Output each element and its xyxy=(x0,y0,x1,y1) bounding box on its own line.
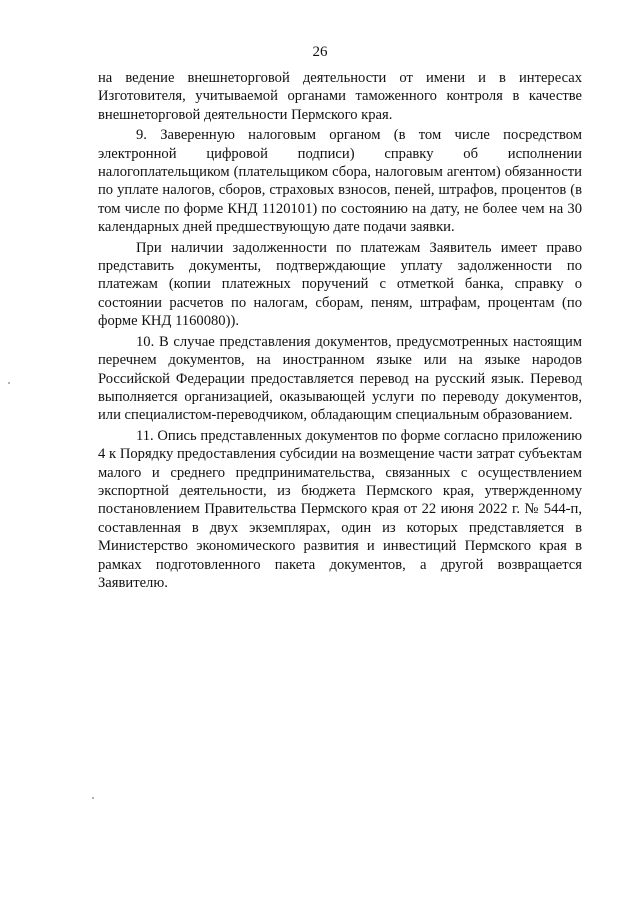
paragraph-item-10: 10. В случае представления документов, предусмотренных настоящим перечнем документов, на иностранном языке или на языке народов Российской Федерации предоставляется перевод на русский язык. Перевод выполняется организацией, оказывающей услуги по переводу документов, или специалистом-переводчиком, обладающим специальным образованием. xyxy=(98,333,582,424)
paragraph-item-9: 9. Заверенную налоговым органом (в том числе посредством электронной цифровой подписи) справку об исполнении налогоплательщиком (плательщиком сбора, налоговым агентом) обязанности по уплате налогов, сборов, страховых взносов, пеней, штрафов, процентов (в том числе по форме КНД 1120101) по состоянию на дату, не более чем на 30 календарных дней предшествующую дате подачи заявки. xyxy=(98,127,582,236)
scan-speck xyxy=(92,797,94,799)
document-body xyxy=(98,69,582,594)
paragraph-item-11: 11. Опись представленных документов по форме согласно приложению 4 к Порядку предоставления субсидии на возмещение части затрат субъектам малого и среднего предпринимательства, связанных с осуществлением экспортной деятельности, из бюджета Пермского края, утвержденному постановлением Правительства Пермского края от 22 июня 2022 г. № 544-п, составленная в двух экземплярах, один из которых представляется в Министерство экономического развития и инвестиций Пермского края в рамках подготовленного пакета документов, а другой возвращается Заявителю. xyxy=(98,427,582,591)
paragraph-debt-note: При наличии задолженности по платежам Заявитель имеет право представить документы, подтверждающие уплату задолженности по платежам (копии платежных поручений с отметкой банка, справку о состоянии расчетов по налогам, сборам, пеням, штрафам, процентам (по форме КНД 1160080)). xyxy=(98,239,582,330)
page-number: 26 xyxy=(312,44,328,60)
paragraph-continuation: на ведение внешнеторговой деятельности от имени и в интересах Изготовителя, учитываемой органами таможенного контроля в качестве внешнеторговой деятельности Пермского края. xyxy=(98,70,582,123)
scan-speck xyxy=(8,382,10,384)
